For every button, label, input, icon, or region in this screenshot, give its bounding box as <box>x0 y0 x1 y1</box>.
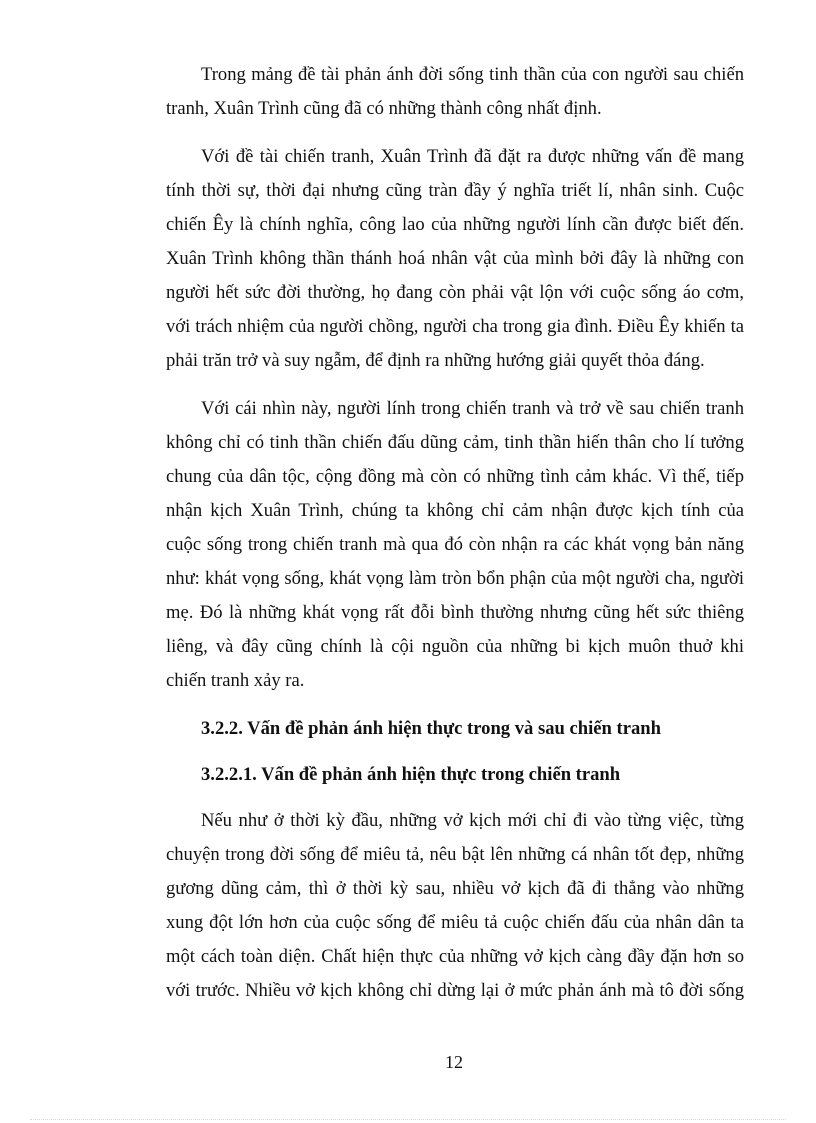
text-line: tính thời sự, thời đại nhưng cũng tràn đầy ý nghĩa triết lí, nhân sinh. Cuộc <box>166 180 744 201</box>
document-page <box>166 58 744 1022</box>
paragraph-4 <box>166 804 744 1008</box>
section-heading-3-2-2: 3.2.2. Vấn đề phản ánh hiện thực trong và sau chiến tranh <box>201 718 661 739</box>
text-line: nhận kịch Xuân Trình, chúng ta không chỉ cảm nhận được kịch tính của <box>166 500 744 521</box>
text-line: người hết sức đời thường, họ đang còn phải vật lộn với cuộc sống áo cơm, <box>166 282 744 303</box>
text-line: mẹ. Đó là những khát vọng rất đỗi bình thường nhưng cũng hết sức thiêng <box>166 602 744 623</box>
text-line: với trước. Nhiều vở kịch không chỉ dừng lại ở mức phản ánh mà tô đời sống <box>166 980 744 1001</box>
text-line: Xuân Trình không thần thánh hoá nhân vật của mình bởi đây là những con <box>166 248 744 269</box>
text-line: một cách toàn diện. Chất hiện thực của những vở kịch càng đầy đặn hơn so <box>166 946 744 967</box>
text-line: chuyện trong đời sống để miêu tả, nêu bật lên những cá nhân tốt đẹp, những <box>166 844 744 865</box>
page-bottom-divider <box>30 1119 786 1120</box>
paragraph-2 <box>166 140 744 378</box>
text-line: Trong mảng đề tài phản ánh đời sống tinh thần của con người sau chiến <box>201 64 744 85</box>
text-line: không chỉ có tinh thần chiến đấu dũng cảm, tinh thần hiến thân cho lí tưởng <box>166 432 744 453</box>
text-line: chiến tranh xảy ra. <box>166 670 305 691</box>
text-line: gương dũng cảm, thì ở thời kỳ sau, nhiều vở kịch đã đi thẳng vào những <box>166 878 744 899</box>
text-line: xung đột lớn hơn của cuộc sống để miêu tả cuộc chiến đấu của nhân dân ta <box>166 912 744 933</box>
text-line: cuộc sống trong chiến tranh mà qua đó còn nhận ra các khát vọng bản năng <box>166 534 744 555</box>
text-line: chiến Êy là chính nghĩa, công lao của những người lính cần được biết đến. <box>166 214 744 235</box>
page-number: 12 <box>445 1052 463 1072</box>
section-heading-3-2-2-1: 3.2.2.1. Vấn đề phản ánh hiện thực trong chiến tranh <box>201 764 621 785</box>
text-line: như: khát vọng sống, khát vọng làm tròn bổn phận của một người cha, người <box>166 568 744 589</box>
text-line: Nếu như ở thời kỳ đầu, những vở kịch mới chỉ đi vào từng việc, từng <box>201 810 744 831</box>
text-line: Với đề tài chiến tranh, Xuân Trình đã đặt ra được những vấn đề mang <box>201 146 744 167</box>
text-line: với trách nhiệm của người chồng, người cha trong gia đình. Điều Êy khiến ta <box>166 316 744 337</box>
paragraph-3 <box>166 392 744 698</box>
text-line: liêng, và đây cũng chính là cội nguồn của những bi kịch muôn thuở khi <box>166 636 744 657</box>
text-line: tranh, Xuân Trình cũng đã có những thành công nhất định. <box>166 98 602 119</box>
paragraph-1 <box>166 58 744 126</box>
text-line: phải trăn trở và suy ngẫm, để định ra những hướng giải quyết thỏa đáng. <box>166 350 705 371</box>
text-line: chung của dân tộc, cộng đồng mà còn có những tình cảm khác. Vì thế, tiếp <box>166 466 744 487</box>
text-line: Với cái nhìn này, người lính trong chiến tranh và trở về sau chiến tranh <box>201 398 744 419</box>
